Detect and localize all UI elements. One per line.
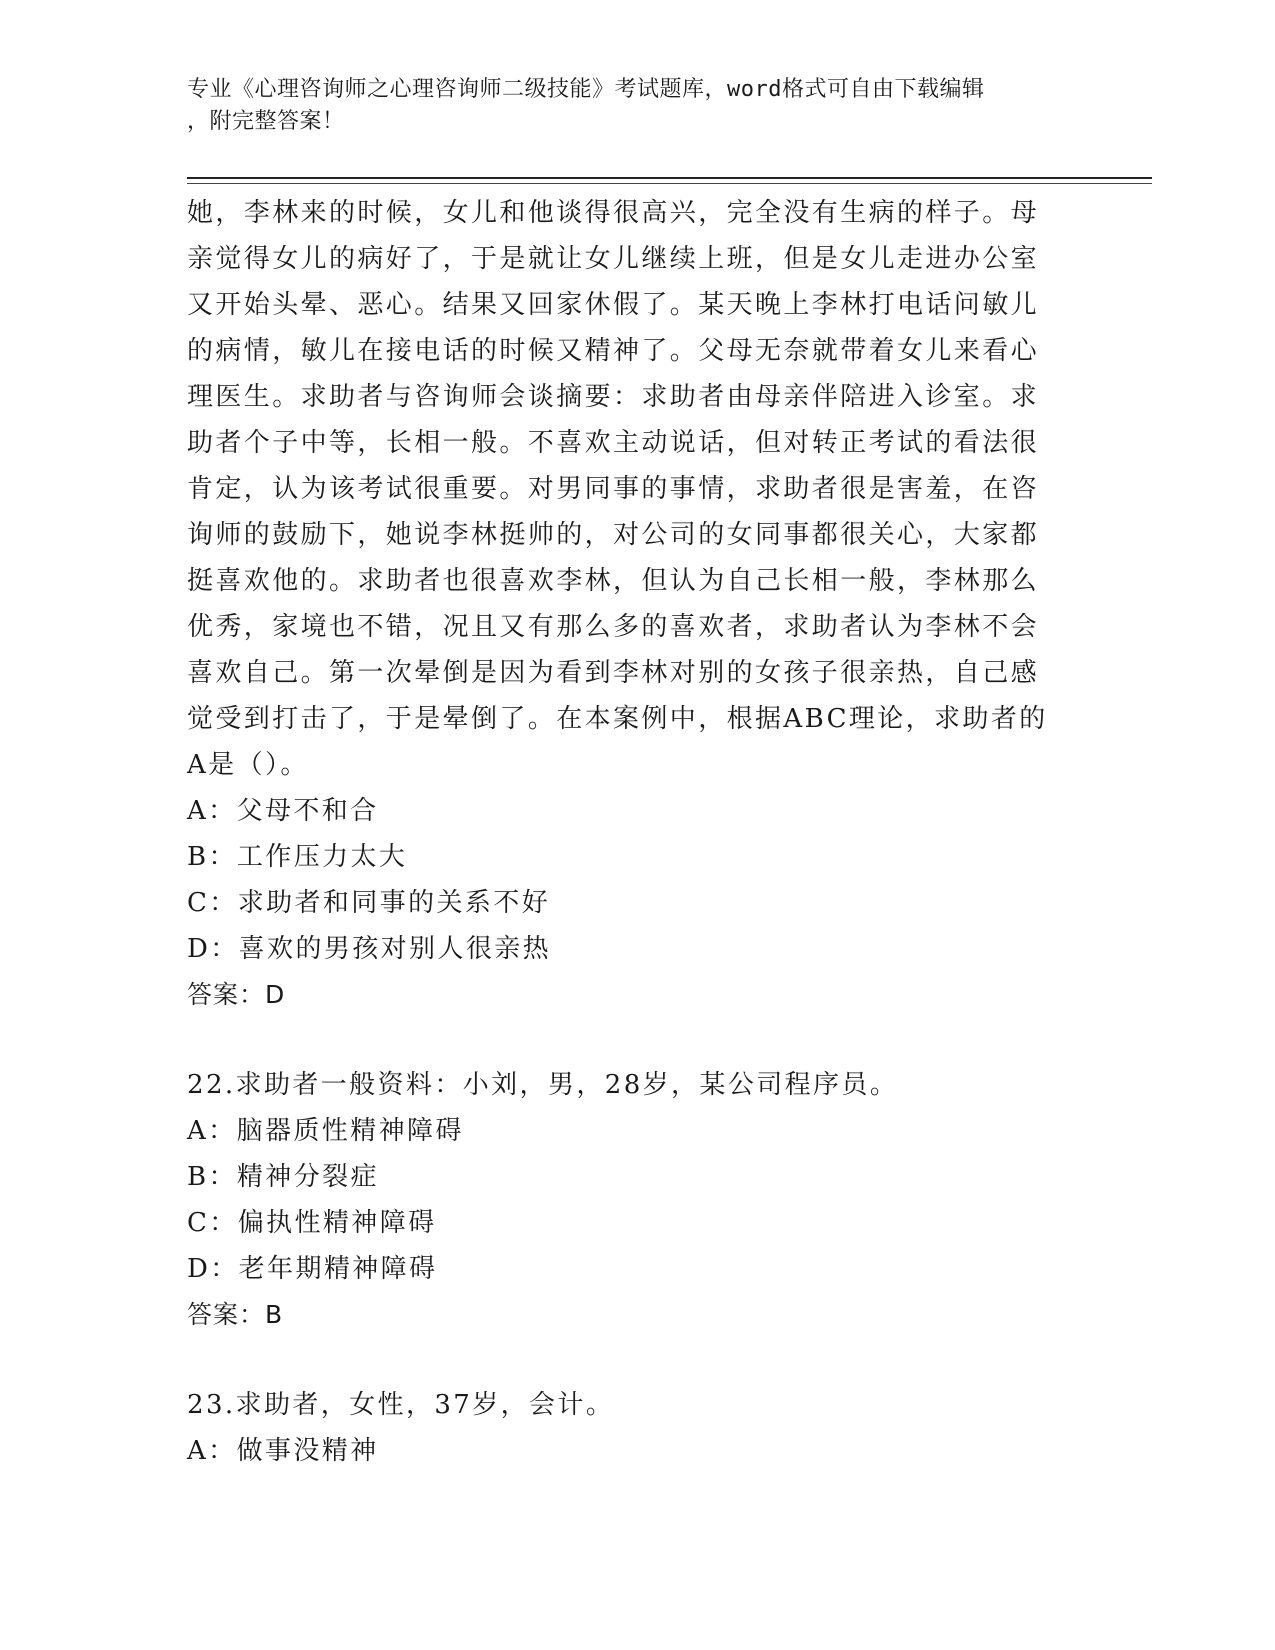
question-21-text-line: 又开始头晕、恶心。结果又回家休假了。某天晚上李林打电话问敏儿 — [187, 290, 1040, 320]
question-21-text-line: 肯定，认为该考试很重要。对男同事的事情，求助者很是害羞，在咨 — [187, 474, 1040, 504]
question-21-text-line: 询师的鼓励下，她说李林挺帅的，对公司的女同事都很关心，大家都 — [187, 520, 1040, 550]
question-spacer — [187, 1018, 1067, 1062]
question-22 — [187, 1062, 1067, 1338]
document-body — [187, 190, 1067, 1474]
question-21-option-d: D：喜欢的男孩对别人很亲热 — [187, 934, 552, 964]
question-22-option-d: D：老年期精神障碍 — [187, 1254, 438, 1284]
question-21-text-line: A是（）。 — [187, 750, 309, 780]
question-21-text-line: 优秀，家境也不错，况且又有那么多的喜欢者，求助者认为李林不会 — [187, 612, 1040, 642]
question-21-text-line: 挺喜欢他的。求助者也很喜欢李林，但认为自己长相一般，李林那么 — [187, 566, 1040, 596]
header-line-2: ，附完整答案！ — [187, 109, 345, 134]
question-22-option-a: A：脑器质性精神障碍 — [187, 1116, 464, 1146]
header-line-1: 专业《心理咨询师之心理咨询师二级技能》考试题库，word格式可自由下载编辑 — [187, 77, 985, 102]
header-divider-thin — [187, 183, 1152, 184]
question-21-answer: 答案：D — [187, 980, 286, 1009]
question-spacer — [187, 1338, 1067, 1382]
header-divider-thick — [187, 177, 1152, 179]
question-21 — [187, 190, 1067, 1018]
question-21-text-line: 亲觉得女儿的病好了，于是就让女儿继续上班，但是女儿走进办公室 — [187, 244, 1040, 274]
question-21-text-line: 的病情，敏儿在接电话的时候又精神了。父母无奈就带着女儿来看心 — [187, 336, 1040, 366]
question-22-option-b: B：精神分裂症 — [187, 1162, 379, 1192]
question-22-option-c: C：偏执性精神障碍 — [187, 1208, 437, 1238]
document-header — [187, 74, 1087, 138]
question-21-text-line: 理医生。求助者与咨询师会谈摘要：求助者由母亲伴陪进入诊室。求 — [187, 382, 1040, 412]
question-22-stem: 22.求助者一般资料：小刘，男，28岁，某公司程序员。 — [187, 1070, 899, 1100]
question-21-text-line: 觉受到打击了，于是晕倒了。在本案例中，根据ABC理论，求助者的 — [187, 704, 1048, 734]
question-23-stem: 23.求助者，女性，37岁，会计。 — [187, 1390, 615, 1420]
question-21-option-a: A：父母不和合 — [187, 796, 379, 826]
question-21-option-c: C：求助者和同事的关系不好 — [187, 888, 551, 918]
question-23-option-a: A：做事没精神 — [187, 1436, 379, 1466]
question-23 — [187, 1382, 1067, 1474]
question-21-text-line: 喜欢自己。第一次晕倒是因为看到李林对别的女孩子很亲热，自己感 — [187, 658, 1040, 688]
question-21-text-line: 助者个子中等，长相一般。不喜欢主动说话，但对转正考试的看法很 — [187, 428, 1040, 458]
question-21-option-b: B：工作压力太大 — [187, 842, 408, 872]
question-21-text-line: 她，李林来的时候，女儿和他谈得很高兴，完全没有生病的样子。母 — [187, 198, 1040, 228]
question-22-answer: 答案：B — [187, 1300, 284, 1329]
